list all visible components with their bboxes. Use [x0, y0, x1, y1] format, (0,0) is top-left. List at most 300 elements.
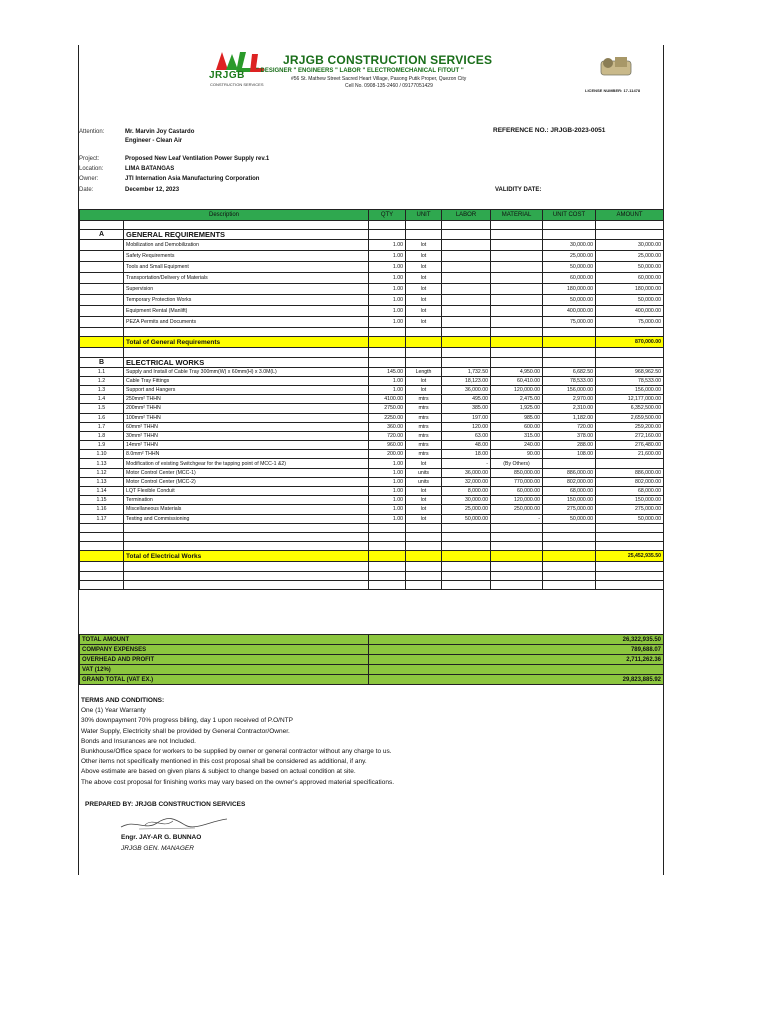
empty-cell [369, 580, 406, 589]
item-material: 985.00 [491, 413, 543, 422]
item-labor: 120.00 [442, 422, 491, 431]
empty-cell [596, 532, 664, 541]
empty-cell [369, 551, 406, 562]
item-labor: 495.00 [442, 395, 491, 404]
section-b-header [80, 357, 664, 367]
signature-icon [115, 813, 235, 833]
item-labor: - [442, 459, 491, 468]
empty-cell [124, 580, 369, 589]
item-material [491, 317, 543, 328]
summary-value: 789,688.07 [369, 645, 664, 655]
engineer-position: JRJGB GEN. MANAGER [121, 845, 194, 852]
header-material: MATERIAL [491, 210, 543, 221]
item-amount: 30,000.00 [596, 240, 664, 251]
item-labor [442, 262, 491, 273]
item-description: Cable Tray Fittings [124, 376, 369, 385]
empty-cell [124, 571, 369, 580]
item-unit: lot [406, 385, 442, 394]
item-qty: 1.00 [369, 251, 406, 262]
item-amount: 180,000.00 [596, 284, 664, 295]
item-qty: 145.00 [369, 367, 406, 376]
item-no: 1.7 [80, 422, 124, 431]
item-no: 1.6 [80, 413, 124, 422]
item-no [80, 262, 124, 273]
item-material: 240.00 [491, 441, 543, 450]
item-description: Mobilization and Demobilization [124, 240, 369, 251]
empty-cell [491, 571, 543, 580]
empty-cell [442, 542, 491, 551]
item-material [491, 240, 543, 251]
table-row [80, 306, 664, 317]
summary-value: 2,711,262.36 [369, 655, 664, 665]
empty-cell [442, 523, 491, 532]
header-description: Description [80, 210, 369, 221]
item-qty: 1.00 [369, 468, 406, 477]
table-row [80, 422, 664, 431]
item-qty: 1.00 [369, 487, 406, 496]
table-row [80, 317, 664, 328]
empty-cell [491, 523, 543, 532]
item-unit: mtrs [406, 413, 442, 422]
empty-cell [596, 348, 664, 357]
header-unit-cost: UNIT COST [543, 210, 596, 221]
item-amount: 259,200.00 [596, 422, 664, 431]
empty-cell [442, 230, 491, 240]
item-material: 120,000.00 [491, 496, 543, 505]
item-description: PEZA Permits and Documents [124, 317, 369, 328]
empty-cell [491, 551, 543, 562]
item-unit: mtrs [406, 422, 442, 431]
reference-number: REFERENCE NO.: JRJGB-2023-0051 [493, 127, 606, 134]
item-labor: 50,000.00 [442, 514, 491, 523]
empty-cell [369, 348, 406, 357]
item-material: 60,000.00 [491, 487, 543, 496]
terms-line: Other items not specifically mentioned in this cost proposal shall be considered as additional, if any. [81, 758, 367, 766]
section-total-amount: 870,000.00 [596, 337, 664, 348]
empty-cell [491, 562, 543, 571]
table-row [80, 468, 664, 477]
item-material [491, 273, 543, 284]
empty-cell [369, 571, 406, 580]
section-code: B [80, 357, 124, 367]
empty-cell [369, 357, 406, 367]
empty-cell [596, 221, 664, 230]
empty-cell [80, 542, 124, 551]
empty-cell [442, 580, 491, 589]
item-unit-cost: 156,000.00 [543, 385, 596, 394]
summary-value [369, 665, 664, 675]
item-amount: 25,000.00 [596, 251, 664, 262]
table-row [80, 441, 664, 450]
empty-cell [442, 221, 491, 230]
empty-cell [596, 230, 664, 240]
empty-cell [442, 562, 491, 571]
item-amount: 6,352,500.00 [596, 404, 664, 413]
owner-label: Owner: [79, 176, 99, 182]
item-no [80, 295, 124, 306]
empty-cell [543, 532, 596, 541]
terms-line: The above cost proposal for finishing works may vary based on the owner's approved material specifications. [81, 778, 395, 786]
item-unit-cost: 78,533.00 [543, 376, 596, 385]
table-row [80, 514, 664, 523]
item-no: 1.13 [80, 459, 124, 468]
item-unit-cost: 886,000.00 [543, 468, 596, 477]
blank-row [80, 221, 664, 230]
summary-label: GRAND TOTAL (VAT EX.) [80, 675, 369, 685]
item-description: Safety Requirements [124, 251, 369, 262]
item-qty: 4100.00 [369, 395, 406, 404]
item-no [80, 317, 124, 328]
table-row [80, 413, 664, 422]
item-description: 100mm² THHN [124, 413, 369, 422]
table-row [80, 295, 664, 306]
logo-word: JRJGB [209, 70, 245, 81]
blank-row [80, 532, 664, 541]
item-material: 1,925.00 [491, 404, 543, 413]
table-row [80, 404, 664, 413]
item-unit: mtrs [406, 450, 442, 459]
empty-cell [442, 357, 491, 367]
item-amount: 50,000.00 [596, 262, 664, 273]
table-row [80, 505, 664, 514]
blank-row [80, 542, 664, 551]
item-qty: 1.00 [369, 514, 406, 523]
table-row [80, 487, 664, 496]
item-no: 1.16 [80, 505, 124, 514]
item-unit: lot [406, 284, 442, 295]
item-labor: 36,000.00 [442, 468, 491, 477]
item-unit: mtrs [406, 441, 442, 450]
item-no [80, 273, 124, 284]
item-amount: 275,000.00 [596, 505, 664, 514]
empty-cell [124, 328, 369, 337]
item-unit-cost: 720.00 [543, 422, 596, 431]
item-labor: 36,000.00 [442, 385, 491, 394]
item-no: 1.2 [80, 376, 124, 385]
engineer-name: Engr. JAY-AR G. BUNNAO [121, 834, 202, 841]
item-amount: 60,000.00 [596, 273, 664, 284]
empty-cell [80, 551, 124, 562]
item-description: 30mm² THHN [124, 431, 369, 440]
empty-cell [442, 571, 491, 580]
item-material [491, 284, 543, 295]
item-no: 1.15 [80, 496, 124, 505]
item-amount: 75,000.00 [596, 317, 664, 328]
item-no [80, 306, 124, 317]
item-no: 1.3 [80, 385, 124, 394]
empty-cell [80, 532, 124, 541]
empty-cell [543, 348, 596, 357]
item-description: Miscellaneous Materials [124, 505, 369, 514]
empty-cell [442, 328, 491, 337]
item-qty: 1.00 [369, 284, 406, 295]
item-labor: 63.00 [442, 431, 491, 440]
item-unit-cost: 75,000.00 [543, 317, 596, 328]
item-unit: lot [406, 306, 442, 317]
summary-label: TOTAL AMOUNT [80, 635, 369, 645]
item-no: 1.1 [80, 367, 124, 376]
item-material: - [491, 514, 543, 523]
item-description: Motor Control Center (MCC-2) [124, 477, 369, 486]
item-unit: lot [406, 317, 442, 328]
license-number: LICENSE NUMBER: 17-11478 [585, 88, 641, 93]
terms-and-conditions [81, 696, 394, 788]
item-amount: 21,600.00 [596, 450, 664, 459]
item-description: 60mm² THHN [124, 422, 369, 431]
item-unit: lot [406, 273, 442, 284]
empty-cell [369, 337, 406, 348]
item-qty: 960.00 [369, 441, 406, 450]
item-unit-cost: 275,000.00 [543, 505, 596, 514]
date-value: December 12, 2023 [125, 187, 180, 193]
empty-cell [406, 523, 442, 532]
summary-row [80, 635, 664, 645]
item-material [491, 262, 543, 273]
item-labor: 18.00 [442, 450, 491, 459]
summary-totals-table [79, 634, 664, 685]
empty-cell [442, 532, 491, 541]
attention-title: Engineer - Clean Air [125, 138, 183, 144]
table-row [80, 251, 664, 262]
empty-cell [406, 532, 442, 541]
blank-row [80, 348, 664, 357]
item-unit-cost: 60,000.00 [543, 273, 596, 284]
empty-cell [543, 542, 596, 551]
empty-cell [596, 542, 664, 551]
item-description: Termination [124, 496, 369, 505]
bill-of-quantities-table [79, 209, 664, 590]
item-material: 2,475.00 [491, 395, 543, 404]
item-description: Supervision [124, 284, 369, 295]
table-row [80, 459, 664, 468]
section-b-total-row [80, 551, 664, 562]
item-amount: 12,177,000.00 [596, 395, 664, 404]
item-unit: lot [406, 376, 442, 385]
item-unit-cost: 802,000.00 [543, 477, 596, 486]
section-a-total-row [80, 337, 664, 348]
company-tagline: " DESIGNER " ENGINEERS " LABOR " ELECTROMECHANICAL FITOUT " [256, 68, 464, 74]
empty-cell [491, 337, 543, 348]
header-unit: UNIT [406, 210, 442, 221]
quotation-sheet [78, 45, 664, 875]
empty-cell [124, 221, 369, 230]
item-labor: 8,000.00 [442, 487, 491, 496]
item-material: 770,000.00 [491, 477, 543, 486]
empty-cell [80, 328, 124, 337]
item-qty: 1.00 [369, 376, 406, 385]
item-amount: 78,533.00 [596, 376, 664, 385]
item-unit: lot [406, 295, 442, 306]
empty-cell [543, 221, 596, 230]
summary-value: 26,322,935.50 [369, 635, 664, 645]
empty-cell [491, 348, 543, 357]
item-description: Tools and Small Equipment [124, 262, 369, 273]
item-unit-cost: 2,310.00 [543, 404, 596, 413]
validity-date: VALIDITY DATE: [495, 187, 542, 193]
item-no: 1.12 [80, 468, 124, 477]
header-qty: QTY [369, 210, 406, 221]
item-material [491, 251, 543, 262]
item-unit-cost: 150,000.00 [543, 496, 596, 505]
item-amount: 68,000.00 [596, 487, 664, 496]
item-amount: 150,000.00 [596, 496, 664, 505]
project-label: Project: [79, 156, 100, 162]
item-material: 120,000.00 [491, 385, 543, 394]
empty-cell [369, 532, 406, 541]
item-material: 4,950.00 [491, 367, 543, 376]
item-qty: 1.00 [369, 262, 406, 273]
terms-line: Bonds and Insurances are not Included. [81, 737, 196, 745]
date-label: Date: [79, 187, 94, 193]
item-description: Equipment Rental (Manlift) [124, 306, 369, 317]
table-row [80, 477, 664, 486]
project-value: Proposed New Leaf Ventilation Power Supply rev.1 [125, 156, 270, 162]
owner-value: JTI Internation Asia Manufacturing Corporation [125, 176, 260, 182]
summary-row [80, 665, 664, 675]
item-amount: 50,000.00 [596, 514, 664, 523]
item-unit-cost: 2,970.00 [543, 395, 596, 404]
item-amount: 968,962.50 [596, 367, 664, 376]
section-total-label: Total of Electrical Works [124, 551, 369, 562]
empty-cell [369, 221, 406, 230]
summary-label: COMPANY EXPENSES [80, 645, 369, 655]
section-total-amount: 25,452,935.50 [596, 551, 664, 562]
empty-cell [491, 328, 543, 337]
empty-cell [491, 230, 543, 240]
item-unit: lot [406, 459, 442, 468]
empty-cell [369, 562, 406, 571]
item-labor: 32,000.00 [442, 477, 491, 486]
empty-cell [406, 221, 442, 230]
terms-line: Water Supply, Electricity shall be provided by General Contractor/Owner. [81, 727, 290, 735]
header-amount: AMOUNT [596, 210, 664, 221]
section-title: ELECTRICAL WORKS [124, 357, 369, 367]
item-no: 1.13 [80, 477, 124, 486]
item-description: Supply and Install of Cable Tray 300mm(W) x 60mm(H) x 3.0M(L) [124, 367, 369, 376]
item-qty: 720.00 [369, 431, 406, 440]
section-a-header [80, 230, 664, 240]
item-no: 1.5 [80, 404, 124, 413]
blank-row [80, 580, 664, 589]
company-address: #56 St. Mathew Street Sacred Heart Village, Pasong Putik Proper, Quezon City [291, 76, 467, 82]
empty-cell [406, 571, 442, 580]
item-no: 1.10 [80, 450, 124, 459]
item-unit-cost: 50,000.00 [543, 262, 596, 273]
empty-cell [124, 348, 369, 357]
item-qty: 1.00 [369, 273, 406, 284]
item-unit: lot [406, 251, 442, 262]
item-unit-cost: 108.00 [543, 450, 596, 459]
item-qty: 1.00 [369, 459, 406, 468]
certification-badge-icon [599, 53, 633, 79]
empty-cell [406, 580, 442, 589]
empty-cell [543, 551, 596, 562]
empty-cell [596, 571, 664, 580]
item-unit: lot [406, 505, 442, 514]
empty-cell [491, 542, 543, 551]
item-description: 8.0mm² THHN [124, 450, 369, 459]
empty-cell [124, 562, 369, 571]
location-value: LIMA BATANGAS [125, 166, 175, 172]
item-qty: 2250.00 [369, 413, 406, 422]
empty-cell [491, 532, 543, 541]
item-amount: 276,480.00 [596, 441, 664, 450]
item-no: 1.9 [80, 441, 124, 450]
item-labor: 385.00 [442, 404, 491, 413]
item-no [80, 240, 124, 251]
section-total-label: Total of General Requirements [124, 337, 369, 348]
empty-cell [369, 230, 406, 240]
table-row [80, 367, 664, 376]
empty-cell [543, 571, 596, 580]
item-unit-cost: 50,000.00 [543, 295, 596, 306]
item-unit-cost: 68,000.00 [543, 487, 596, 496]
item-description: Support and Hangers [124, 385, 369, 394]
item-no: 1.4 [80, 395, 124, 404]
summary-value: 29,823,885.92 [369, 675, 664, 685]
summary-row [80, 675, 664, 685]
empty-cell [543, 580, 596, 589]
item-qty: 1.00 [369, 477, 406, 486]
empty-cell [596, 523, 664, 532]
item-labor [442, 317, 491, 328]
empty-cell [406, 230, 442, 240]
summary-row [80, 655, 664, 665]
item-labor: 48.00 [442, 441, 491, 450]
company-name: JRJGB CONSTRUCTION SERVICES [283, 53, 493, 67]
item-qty: 1.00 [369, 496, 406, 505]
empty-cell [442, 551, 491, 562]
item-material: 315.00 [491, 431, 543, 440]
item-unit-cost: 378.00 [543, 431, 596, 440]
item-unit-cost: 400,000.00 [543, 306, 596, 317]
header-labor: LABOR [442, 210, 491, 221]
item-unit: Length [406, 367, 442, 376]
item-qty: 1.00 [369, 306, 406, 317]
terms-line: 30% downpayment 70% progress billing, day 1 upon received of P.O/NTP [81, 717, 293, 725]
item-unit-cost: 30,000.00 [543, 240, 596, 251]
item-amount: 272,160.00 [596, 431, 664, 440]
empty-cell [124, 532, 369, 541]
item-unit: lot [406, 240, 442, 251]
item-unit: lot [406, 514, 442, 523]
empty-cell [596, 328, 664, 337]
item-description: Testing and Commissioning [124, 514, 369, 523]
item-qty: 1.00 [369, 505, 406, 514]
item-material [491, 306, 543, 317]
empty-cell [442, 337, 491, 348]
blank-row [80, 328, 664, 337]
item-unit: units [406, 468, 442, 477]
empty-cell [406, 562, 442, 571]
item-labor [442, 273, 491, 284]
item-qty: 200.00 [369, 450, 406, 459]
terms-title: TERMS AND CONDITIONS: [81, 697, 165, 704]
company-cell: Cell No. 0908-135-2460 / 09177051429 [345, 83, 433, 89]
empty-cell [369, 523, 406, 532]
prepared-by-label: PREPARED BY: JRJGB CONSTRUCTION SERVICES [85, 801, 246, 808]
empty-cell [596, 357, 664, 367]
item-no [80, 251, 124, 262]
item-unit-cost [543, 459, 596, 468]
item-unit-cost: 50,000.00 [543, 514, 596, 523]
item-unit: lot [406, 262, 442, 273]
empty-cell [543, 328, 596, 337]
item-labor: 197.00 [442, 413, 491, 422]
attention-label: Attention: [79, 129, 105, 135]
item-qty: 360.00 [369, 422, 406, 431]
item-material: 90.00 [491, 450, 543, 459]
